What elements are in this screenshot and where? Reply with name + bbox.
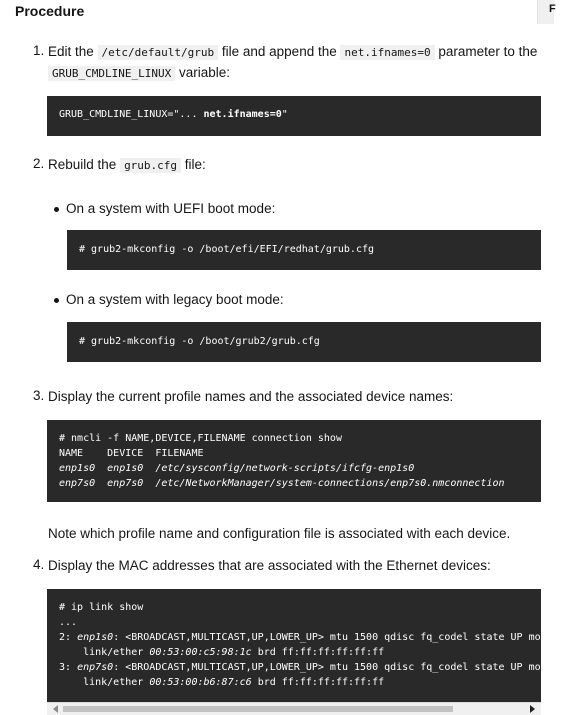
bullet-icon — [54, 298, 59, 303]
step-1-number: 1. — [33, 43, 45, 58]
scroll-right-arrow-icon[interactable] — [530, 705, 535, 713]
code-horizontal-scrollbar[interactable] — [47, 702, 541, 715]
inline-code: net.ifnames=0 — [340, 45, 434, 60]
bullet-uefi-text: On a system with UEFI boot mode: — [66, 201, 276, 216]
step-2-text: Rebuild the grub.cfg file: — [48, 157, 206, 172]
bullet-legacy-text: On a system with legacy boot mode: — [66, 292, 284, 307]
step-4-number: 4. — [33, 557, 45, 572]
side-panel-letter: F — [549, 3, 556, 15]
bullet-icon — [54, 207, 59, 212]
scroll-left-arrow-icon[interactable] — [53, 705, 58, 713]
code-block-uefi[interactable]: # grub2-mkconfig -o /boot/efi/EFI/redhat/grub.cfg — [67, 230, 541, 270]
inline-code: GRUB_CMDLINE_LINUX — [48, 66, 175, 81]
step-3-text: Display the current profile names and the associated device names: — [48, 389, 454, 404]
side-panel-edge[interactable] — [537, 0, 554, 24]
step-3-note: Note which profile name and configuration file is associated with each device. — [48, 526, 511, 541]
code-block-nmcli[interactable]: # nmcli -f NAME,DEVICE,FILENAME connection show NAME DEVICE FILENAME enp1s0 enp1s0 /etc/sysconfig/network-scripts/ifcfg-enp1s0 enp7s0 enp7s0 /etc/NetworkManager/system-connections/enp7s0.nmconnection — [47, 420, 541, 502]
step-1-text-line1: Edit the /etc/default/grub file and append the net.ifnames=0 parameter to the — [48, 44, 538, 59]
step-1-text-line2: GRUB_CMDLINE_LINUX variable: — [48, 63, 230, 84]
inline-code: grub.cfg — [120, 158, 181, 173]
section-header — [0, 0, 537, 24]
step-3-number: 3. — [33, 388, 45, 403]
inline-code: /etc/default/grub — [98, 45, 219, 60]
step-2-number: 2. — [33, 156, 45, 171]
step-4-text: Display the MAC addresses that are associated with the Ethernet devices: — [48, 558, 491, 573]
code-block-ip-link[interactable]: # ip link show ... 2: enp1s0: <BROADCAST,MULTICAST,UP,LOWER_UP> mtu 1500 qdisc fq_codel state UP mode D link/ether 00:53:00:c5:98:1c brd ff:ff:ff:ff:ff:ff 3: enp7s0: <BROADCAST,MULTICAST,UP,LOWER_UP> mtu 1500 qdisc fq_codel state UP mode D link/ether 00:53:00:b6:87:c6 brd ff:ff:ff:ff:ff:ff — [47, 589, 541, 702]
scrollbar-thumb[interactable] — [63, 706, 453, 712]
section-title: Procedure — [15, 3, 85, 19]
code-block-grub-cmdline[interactable]: GRUB_CMDLINE_LINUX="... net.ifnames=0" — [47, 96, 541, 136]
code-block-legacy[interactable]: # grub2-mkconfig -o /boot/grub2/grub.cfg — [67, 322, 541, 362]
